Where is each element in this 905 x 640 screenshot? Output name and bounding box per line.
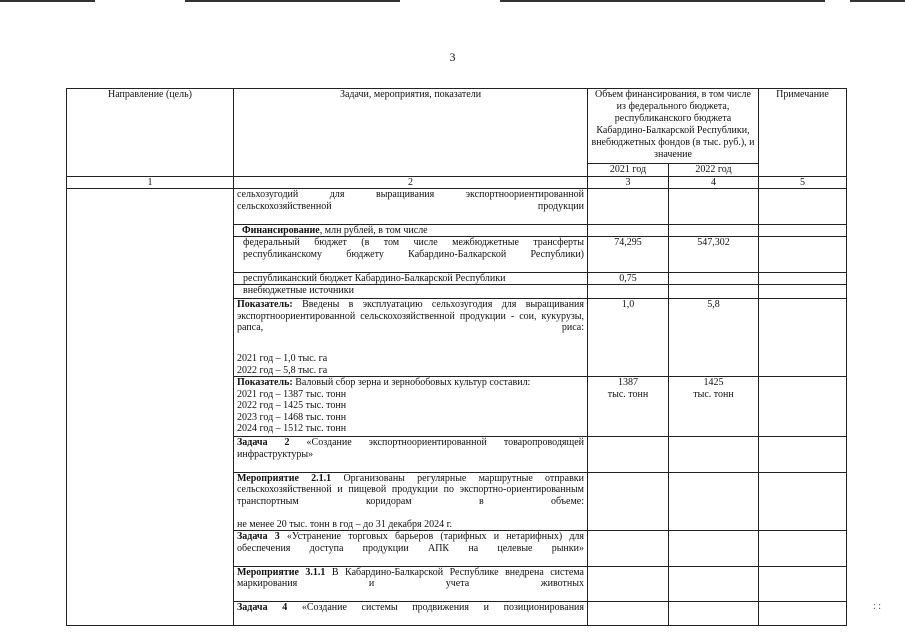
value-2022 (669, 566, 759, 602)
indicator-line: 2021 год – 1,0 тыс. га (237, 353, 328, 364)
header-tasks: Задачи, мероприятия, показатели (234, 89, 588, 177)
top-rule (850, 0, 905, 2)
row-text: Задача 2 «Создание экспортноориентированной товаропроводящей инфраструктуры» (234, 437, 588, 473)
value-2022 (669, 437, 759, 473)
value-2021: 1,0 (588, 299, 669, 377)
row-text: Задача 4 «Создание системы продвижения и позиционирования (234, 602, 588, 626)
row-text: Задача 3 «Устранение торговых барьеров (тарифных и нетарифных) для обеспечения доступа продукции АПК на целевые рынки» (234, 531, 588, 567)
value-2021 (588, 602, 669, 626)
note-cell (759, 531, 847, 567)
note-cell (759, 237, 847, 273)
value-2021: 0,75 (588, 272, 669, 285)
row-label-bold: Показатель: (237, 377, 293, 388)
header-year-2022: 2022 год (669, 164, 759, 177)
value-2021 (588, 224, 669, 237)
column-number: 4 (669, 176, 759, 189)
top-rule (500, 0, 825, 2)
row-text: Мероприятие 3.1.1 В Кабардино-Балкарской Республике внедрена система маркирования и учета животных (234, 566, 588, 602)
value-2021 (588, 531, 669, 567)
row-text: Показатель: Валовый сбор зерна и зернобобовых культур составил: 2021 год – 1387 тыс. тонн 2022 год – 1425 тыс. тонн 2023 год – 1468 тыс. тонн 2024 год – 1512 тыс. тонн (234, 377, 588, 437)
row-label-bold: Задача 2 (237, 437, 290, 448)
note-cell (759, 472, 847, 531)
value-2021 (588, 189, 669, 225)
value-2022 (669, 531, 759, 567)
row-label-bold: Показатель: (237, 299, 293, 310)
row-label-bold: Мероприятие 3.1.1 (237, 566, 326, 578)
column-numbers-row (67, 176, 847, 189)
row-text: внебюджетные источники (234, 285, 588, 299)
value-2022 (669, 224, 759, 237)
value-2022: 1425 тыс. тонн (669, 377, 759, 437)
row-text: республиканский бюджет Кабардино-Балкарской Республики (234, 272, 588, 285)
row-text: Финансирование, млн рублей, в том числе (234, 224, 588, 237)
row-label-bold: Задача 3 (237, 531, 280, 542)
value-2021 (588, 472, 669, 531)
value-2021 (588, 566, 669, 602)
measure-line: не менее 20 тыс. тонн в год – до 31 декабря 2024 г. (237, 518, 453, 530)
header-direction: Направление (цель) (67, 89, 234, 177)
direction-cell (67, 189, 234, 626)
value-2021 (588, 285, 669, 299)
value-2022: 5,8 (669, 299, 759, 377)
note-cell (759, 224, 847, 237)
value-2022 (669, 272, 759, 285)
row-label-bold: Мероприятие 2.1.1 (237, 472, 332, 484)
row-text: сельхозугодий для выращивания экспортноориентированной сельскохозяйственной продукции (234, 189, 588, 225)
note-cell (759, 566, 847, 602)
plan-table (66, 88, 847, 626)
note-cell (759, 285, 847, 299)
header-note: Примечание (759, 89, 847, 177)
indicator-lines: 2021 год – 1387 тыс. тонн 2022 год – 1425 тыс. тонн 2023 год – 1468 тыс. тонн 2024 год – 1512 тыс. тонн (237, 388, 347, 434)
column-number: 2 (234, 176, 588, 189)
note-cell (759, 602, 847, 626)
top-rule (185, 0, 400, 2)
value-2022 (669, 189, 759, 225)
column-number: 5 (759, 176, 847, 189)
note-cell (759, 437, 847, 473)
column-number: 3 (588, 176, 669, 189)
value-2022 (669, 602, 759, 626)
scan-marks: : : (872, 601, 881, 612)
note-cell (759, 299, 847, 377)
note-cell (759, 272, 847, 285)
row-text: Мероприятие 2.1.1 Организованы регулярные маршрутные отправки сельскохозяйственной и пищевой продукции по экспортно-ориентированным транспортным коридорам в объеме: не менее 20 тыс. тонн в год – до 31 декабря 2024 г. (234, 472, 588, 531)
top-rule (0, 0, 95, 2)
value-2021 (588, 437, 669, 473)
indicator-line: 2022 год – 5,8 тыс. га (237, 364, 328, 376)
row-text: федеральный бюджет (в том числе межбюджетные трансферты республиканскому бюджету Кабардино-Балкарской Республики) (234, 237, 588, 273)
note-cell (759, 189, 847, 225)
header-year-2021: 2021 год (588, 164, 669, 177)
value-2022 (669, 285, 759, 299)
row-label-bold: Финансирование (242, 224, 320, 236)
value-2021: 1387 тыс. тонн (588, 377, 669, 437)
header-financing: Объем финансирования, в том числе из федерального бюджета, республиканского бюджета Кабардино-Балкарской Республики, внебюджетных фондов (в тыс. руб.), и значение (588, 89, 759, 164)
note-cell (759, 377, 847, 437)
row-label-bold: Задача 4 (237, 602, 288, 613)
value-2021: 74,295 (588, 237, 669, 273)
row-text: Показатель: Введены в эксплуатацию сельхозугодия для выращивания экспортноориентированной сельскохозяйственной продукции - сои, кукурузы, рапса, риса: 2021 год – 1,0 тыс. га 2022 год – 5,8 тыс. га (234, 299, 588, 377)
header-row (67, 89, 847, 164)
value-2022 (669, 472, 759, 531)
page-number: 3 (449, 50, 456, 64)
value-2022: 547,302 (669, 237, 759, 273)
column-number: 1 (67, 176, 234, 189)
table-row (67, 189, 847, 225)
